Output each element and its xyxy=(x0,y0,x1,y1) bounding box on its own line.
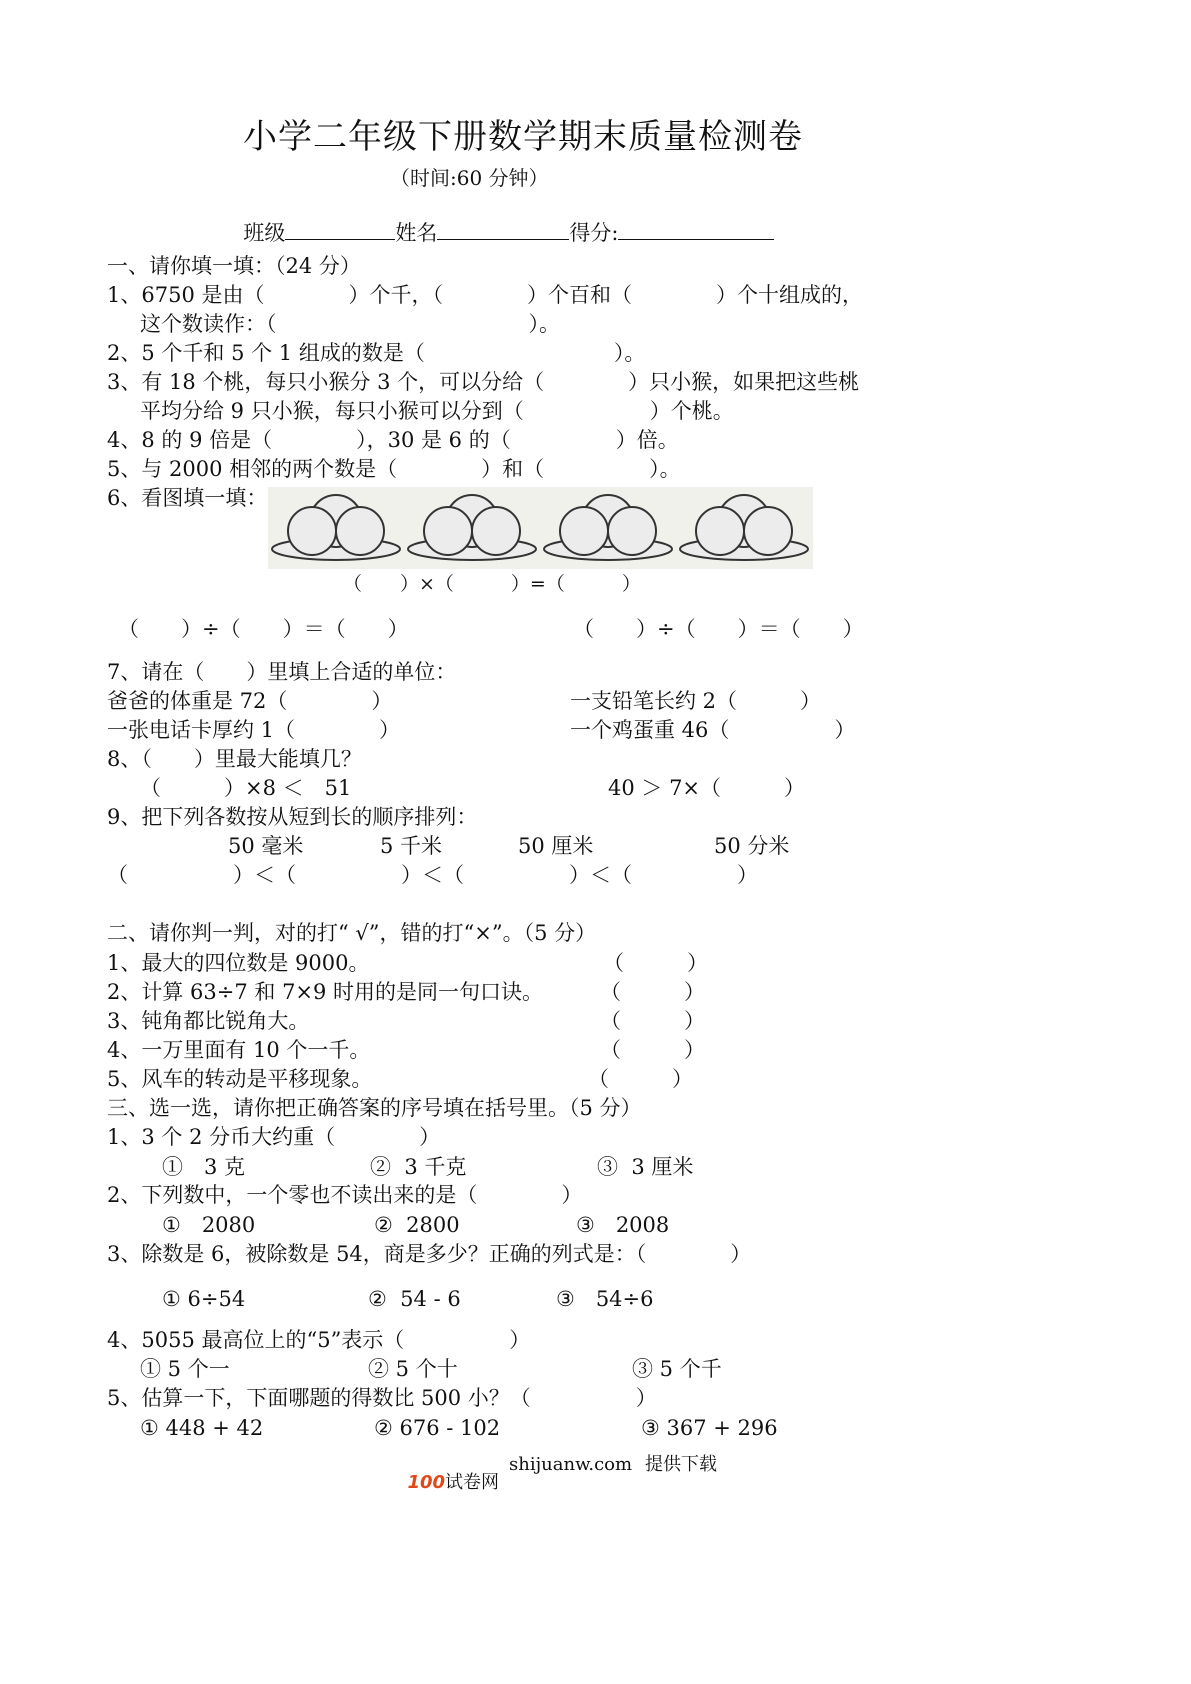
s3-q5-option: ① 448 + 42 xyxy=(140,1416,264,1440)
s1-question-3a: 3、有 18 个桃，每只小猴分 3 个，可以分给（ ）只小猴，如果把这些桃 xyxy=(107,370,860,394)
s1-q9-item: 5 千米 xyxy=(380,834,443,858)
s1-question-6: 6、看图填一填： xyxy=(107,486,268,510)
s2-bracket-4: （ ） xyxy=(600,1038,705,1062)
name-blank[interactable] xyxy=(437,219,569,240)
s3-q4-option: ② 5 个十 xyxy=(368,1357,458,1381)
s1-q6-division-2: （ ）÷（ ）＝（ ） xyxy=(573,617,864,641)
s1-q7-c: 一张电话卡厚约 1（ ） xyxy=(107,718,401,742)
s1-question-1b: 这个数读作：（ ）。 xyxy=(140,312,560,336)
s3-question-4: 4、5055 最高位上的“5”表示（ ） xyxy=(107,1328,531,1352)
s1-q9-item: 50 分米 xyxy=(714,834,790,858)
s3-q5-option: ② 676 - 102 xyxy=(374,1416,501,1440)
s3-question-2: 2、下列数中，一个零也不读出来的是（ ） xyxy=(107,1183,583,1207)
s1-question-2: 2、5 个千和 5 个 1 组成的数是（ ）。 xyxy=(107,341,646,365)
s2-bracket-5: （ ） xyxy=(588,1067,693,1091)
s2-bracket-2: （ ） xyxy=(600,980,705,1004)
s2-item-3: 3、钝角都比锐角大。 xyxy=(107,1009,310,1033)
s3-question-3: 3、除数是 6，被除数是 54，商是多少？正确的列式是：（ ） xyxy=(107,1242,752,1266)
s3-q3-option: ① 6÷54 xyxy=(162,1287,246,1311)
s1-question-8: 8、（ ）里最大能填几？ xyxy=(107,747,362,771)
s3-question-1: 1、3 个 2 分币大约重（ ） xyxy=(107,1125,441,1149)
score-blank[interactable] xyxy=(618,219,774,240)
class-blank[interactable] xyxy=(285,219,395,240)
footer-logo xyxy=(396,1456,499,1492)
s3-q3-option: ② 54 - 6 xyxy=(368,1287,461,1311)
s2-item-2: 2、计算 63÷7 和 7×9 时用的是同一句口诀。 xyxy=(107,980,544,1004)
s3-q5-option: ③ 367 + 296 xyxy=(641,1416,778,1440)
page-title: 小学二年级下册数学期末质量检测卷 xyxy=(243,117,803,157)
s1-q9-item: 50 厘米 xyxy=(518,834,594,858)
s2-bracket-3: （ ） xyxy=(600,1009,705,1033)
s3-q1-option: ① 3 克 xyxy=(162,1155,246,1179)
s1-q7-d: 一个鸡蛋重 46（ ） xyxy=(570,718,856,742)
s1-q8-b: 40 ＞ 7×（ ） xyxy=(608,776,806,800)
s1-q8-a: （ ）×8 ＜ 51 xyxy=(140,776,352,800)
s1-question-3b: 平均分给 9 只小猴，每只小猴可以分到（ ）个桃。 xyxy=(140,399,734,423)
s2-item-4: 4、一万里面有 10 个一千。 xyxy=(107,1038,371,1062)
s1-q7-b: 一支铅笔长约 2（ ） xyxy=(570,689,822,713)
s3-q4-option: ③ 5 个千 xyxy=(632,1357,722,1381)
s3-q3-option: ③ 54÷6 xyxy=(556,1287,654,1311)
section-3-heading: 三、选一选，请你把正确答案的序号填在括号里。（5 分） xyxy=(107,1096,642,1120)
logo-text: 试卷网 xyxy=(445,1472,500,1493)
footer-provide: 提供下载 xyxy=(645,1454,717,1475)
logo-number: 100 xyxy=(407,1472,446,1493)
s3-q1-option: ③ 3 厘米 xyxy=(597,1155,694,1179)
s2-item-1: 1、最大的四位数是 9000。 xyxy=(107,951,370,975)
section-1-heading: 一、请你填一填：（24 分） xyxy=(107,254,361,278)
s3-question-5: 5、估算一下，下面哪题的得数比 500 小？（ ） xyxy=(107,1386,657,1410)
s1-q6-multiplication: （ ）×（ ）=（ ） xyxy=(343,573,641,595)
s1-question-7: 7、请在（ ）里填上合适的单位： xyxy=(107,660,457,684)
peach-plates-picture xyxy=(268,487,813,569)
section-2-heading: 二、请你判一判，对的打“ √”，错的打“×”。（5 分） xyxy=(107,921,597,945)
s2-item-5: 5、风车的转动是平移现象。 xyxy=(107,1067,373,1091)
s3-q1-option: ② 3 千克 xyxy=(370,1155,467,1179)
s3-q2-option: ② 2800 xyxy=(374,1213,460,1237)
s1-q6-division-1: （ ）÷（ ）＝（ ） xyxy=(118,617,409,641)
score-label: 得分: xyxy=(569,221,619,245)
footer-site: shijuanw.com xyxy=(509,1454,633,1475)
s1-q9-item: 50 毫米 xyxy=(228,834,304,858)
s1-question-9: 9、把下列各数按从短到长的顺序排列： xyxy=(107,805,478,829)
time-limit: （时间:60 分钟） xyxy=(390,166,549,190)
s3-q2-option: ③ 2008 xyxy=(576,1213,670,1237)
s3-q4-option: ① 5 个一 xyxy=(140,1357,230,1381)
s1-question-5: 5、与 2000 相邻的两个数是（ ）和（ ）。 xyxy=(107,457,681,481)
name-label: 姓名 xyxy=(395,221,438,245)
student-info-row xyxy=(230,198,774,244)
class-label: 班级 xyxy=(243,221,286,245)
s3-q2-option: ① 2080 xyxy=(162,1213,256,1237)
s2-bracket-1: （ ） xyxy=(603,951,708,975)
s1-q9-order: （ ）＜（ ）＜（ ）＜（ ） xyxy=(107,863,758,887)
s1-question-4: 4、8 的 9 倍是（ ），30 是 6 的（ ）倍。 xyxy=(107,428,679,452)
s1-question-1a: 1、6750 是由（ ）个千，（ ）个百和（ ）个十组成的， xyxy=(107,283,863,307)
s1-q7-a: 爸爸的体重是 72（ ） xyxy=(107,689,393,713)
